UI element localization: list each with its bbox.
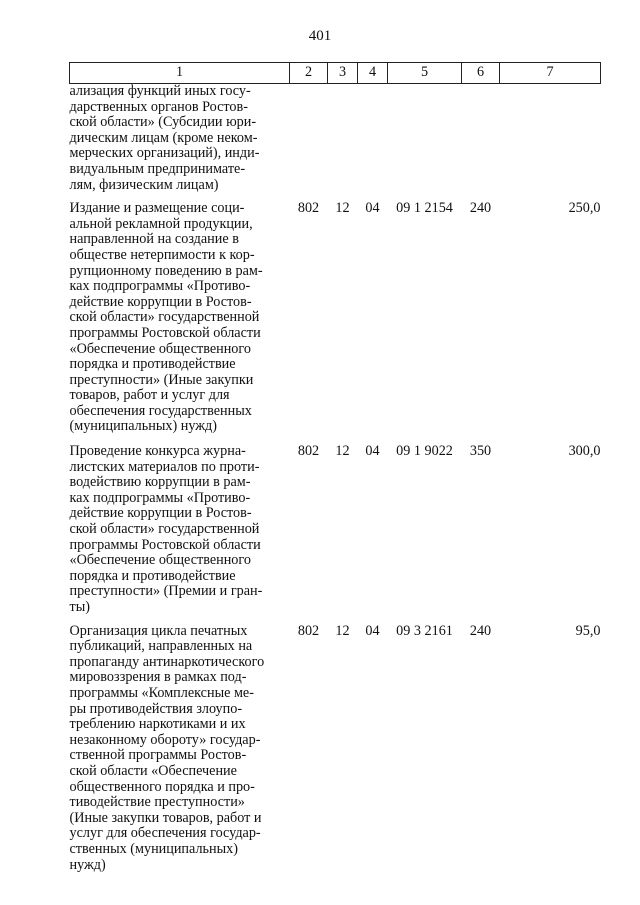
description-line: рупционному поведению в рам- [69, 262, 263, 279]
description-line: программы Ростовской области [69, 324, 261, 341]
description-line: направленной на создание в [69, 231, 239, 248]
description-line: товаров, работ и услуг для [69, 387, 230, 404]
column-header: 1 [70, 63, 290, 84]
header-row [70, 63, 601, 84]
description-line: мерческих организаций), инди- [69, 145, 260, 162]
description-line: программы Ростовской области [69, 536, 261, 553]
target-article-code: 09 3 2161 [396, 622, 453, 639]
description-line: дарственных органов Ростов- [69, 98, 248, 115]
target-article-code: 09 1 2154 [396, 200, 453, 217]
expense-type-code: 350 [469, 443, 492, 460]
description-line: ках подпрограммы «Противо- [69, 278, 251, 295]
description-line: лям, физическим лицам) [69, 176, 219, 193]
description-line: Проведение конкурса журна- [69, 443, 246, 460]
column-header: 6 [462, 63, 500, 84]
description-line: преступности» (Премии и гран- [69, 583, 263, 600]
description-line: «Обеспечение общественного [69, 552, 251, 569]
description-line: альной рекламной продукции, [69, 215, 253, 232]
column-header: 5 [388, 63, 462, 84]
target-article-code: 09 1 9022 [396, 443, 453, 460]
expense-type-code: 240 [469, 622, 492, 639]
description-line: незаконному обороту» государ- [69, 731, 261, 748]
description-line: преступности» (Иные закупки [69, 371, 254, 388]
description-line: ственной программы Ростов- [69, 747, 247, 764]
page-number: 401 [308, 28, 332, 44]
ministry-code [290, 84, 328, 202]
column-header: 2 [290, 63, 328, 84]
target-article-code [388, 84, 462, 202]
description-line: публикаций, направленных на [69, 638, 253, 655]
description-line: обществе нетерпимости к кор- [69, 246, 255, 263]
row-description [70, 624, 290, 874]
description-line: «Обеспечение общественного [69, 340, 251, 357]
description-line: действие коррупции в Ростов- [69, 293, 252, 310]
table-row [70, 84, 601, 202]
description-line: тиводействие преступности» [69, 794, 245, 811]
subsection-code: 04 [365, 443, 380, 460]
description-line: видуальным предпринимате- [69, 160, 246, 177]
column-header: 4 [358, 63, 388, 84]
table-row [70, 624, 601, 874]
description-line: мировоззрения в рамках под- [69, 669, 247, 686]
table-row [70, 201, 601, 444]
expense-type-code [462, 84, 500, 202]
description-line: пропаганду антинаркотического [69, 653, 265, 670]
description-line: программы «Комплексные ме- [69, 684, 254, 701]
column-header: 7 [500, 63, 601, 84]
description-line: ской области «Обеспечение [69, 762, 237, 779]
expense-type-code: 240 [469, 200, 492, 217]
description-line: порядка и противодействие [69, 567, 236, 584]
amount [500, 84, 601, 202]
ministry-code: 802 [297, 200, 320, 217]
row-description [70, 84, 290, 202]
section-code: 12 [335, 200, 350, 217]
description-line: (Иные закупки товаров, работ и [69, 809, 262, 826]
description-line: (муниципальных) нужд) [69, 418, 217, 435]
description-line: водействию коррупции в рам- [69, 474, 251, 491]
description-line: ственных (муниципальных) [69, 840, 238, 857]
description-line: ры противодействия злоупо- [69, 700, 243, 717]
description-line: услуг для обеспечения государ- [69, 825, 261, 842]
amount: 250,0 [568, 200, 601, 217]
subsection-code: 04 [365, 622, 380, 639]
description-line: ской области» государственной [69, 309, 260, 326]
amount: 300,0 [568, 443, 601, 460]
description-line: ской области» (Субсидии юри- [69, 114, 257, 131]
ministry-code: 802 [297, 443, 320, 460]
budget-table [69, 62, 601, 873]
description-line: ках подпрограммы «Противо- [69, 489, 251, 506]
description-line: треблению наркотиками и их [69, 716, 246, 733]
description-line: Издание и размещение соци- [69, 200, 245, 217]
description-line: Организация цикла печатных [69, 622, 248, 639]
description-line: дическим лицам (кроме неком- [69, 129, 258, 146]
ministry-code: 802 [297, 622, 320, 639]
description-line: ской области» государственной [69, 521, 260, 538]
subsection-code [358, 84, 388, 202]
description-line: ализация функций иных госу- [69, 83, 251, 99]
description-line: обеспечения государственных [69, 402, 252, 419]
section-code: 12 [335, 443, 350, 460]
column-header: 3 [328, 63, 358, 84]
description-line: ты) [69, 599, 90, 615]
description-line: листских материалов по проти- [69, 458, 260, 475]
description-line: действие коррупции в Ростов- [69, 505, 252, 522]
row-description [70, 444, 290, 624]
table-row [70, 444, 601, 624]
amount: 95,0 [575, 622, 601, 639]
section-code: 12 [335, 622, 350, 639]
subsection-code: 04 [365, 200, 380, 217]
row-description [70, 201, 290, 444]
description-line: порядка и противодействие [69, 356, 236, 373]
section-code [328, 84, 358, 202]
description-line: общественного порядка и про- [69, 778, 255, 795]
description-line: нужд) [69, 856, 106, 873]
